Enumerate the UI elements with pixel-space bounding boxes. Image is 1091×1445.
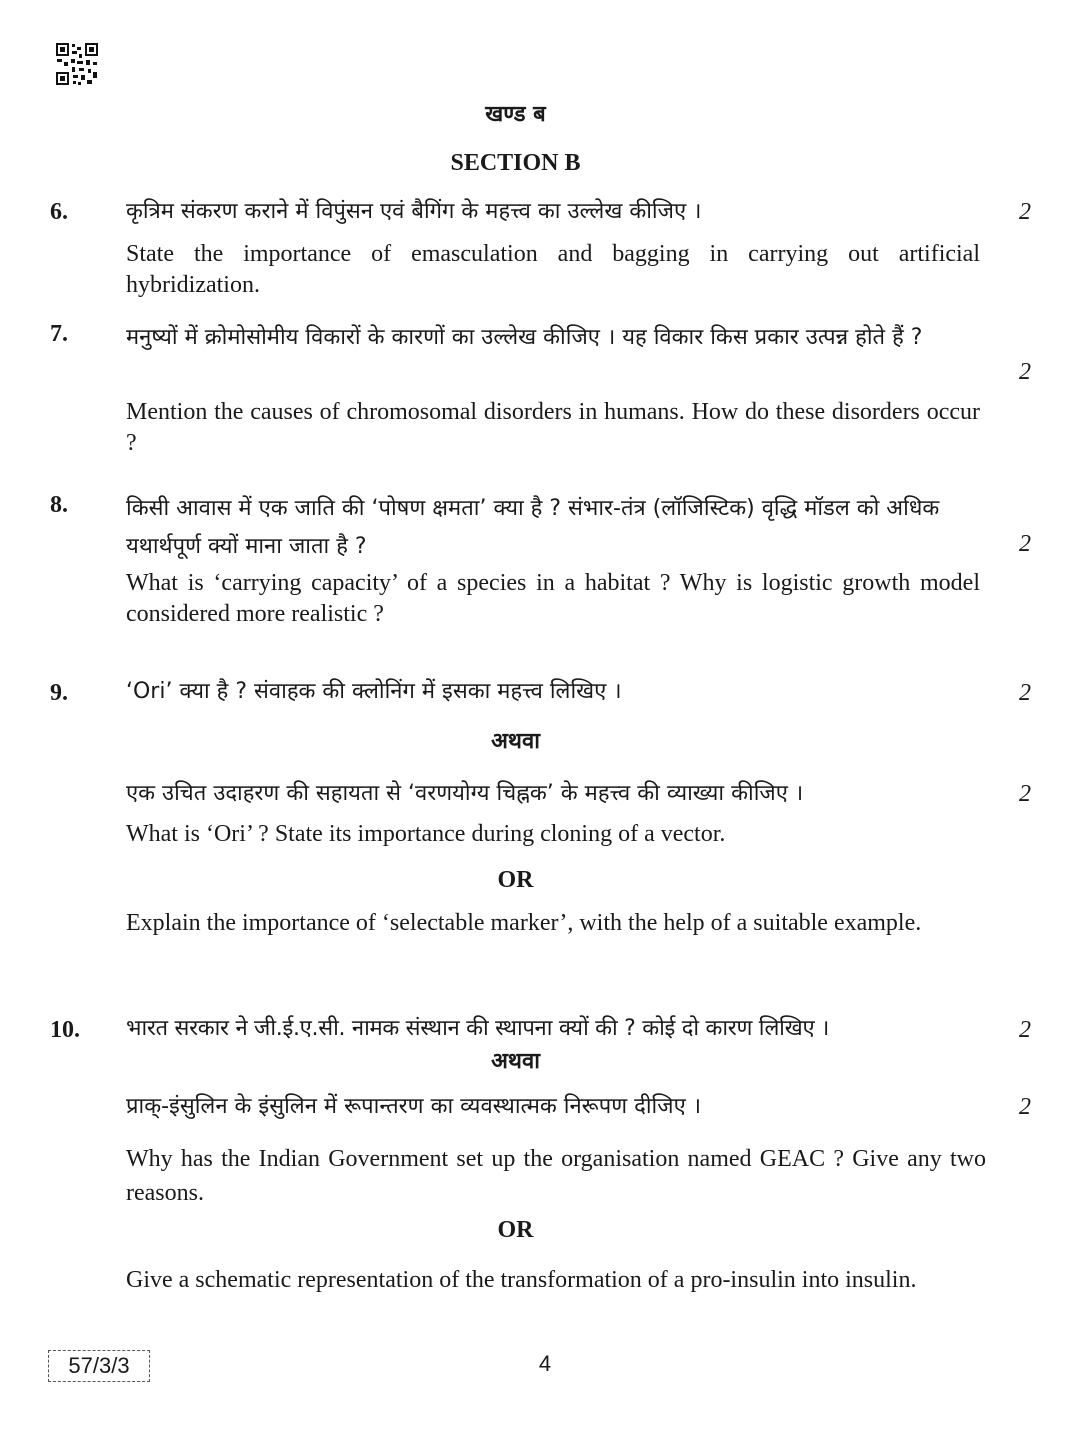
question-number: 7. — [50, 321, 68, 347]
alternate-question-hindi: एक उचित उदाहरण की सहायता से ‘वरणयोग्य चिह्नक’ के महत्त्व की व्याख्या कीजिए । — [126, 781, 804, 806]
question-number: 6. — [50, 199, 68, 225]
question-text-hindi: किसी आवास में एक जाति की ‘पोषण क्षमता’ क्या है ? संभार-तंत्र (लॉजिस्टिक) वृद्धि मॉडल को अधिक यथार्थपूर्ण क्यों माना जाता है ? — [126, 496, 940, 559]
question-marks: 2 — [1019, 359, 1031, 385]
question-marks: 2 — [1019, 680, 1031, 706]
alternate-question-english: Explain the importance of ‘selectable marker’, with the help of a suitable example. — [126, 910, 922, 936]
or-heading-hindi: अथवा — [491, 729, 540, 754]
question-number: 8. — [50, 492, 68, 518]
or-heading-english: OR — [497, 1217, 534, 1243]
question-text-english: What is ‘carrying capacity’ of a species in a habitat ? Why is logistic growth model considered more realistic ? — [126, 570, 980, 627]
question-text-hindi: कृत्रिम संकरण कराने में विपुंसन एवं बैगिंग के महत्त्व का उल्लेख कीजिए । — [126, 199, 702, 224]
alternate-question-marks: 2 — [1019, 781, 1031, 807]
question-text-english: What is ‘Ori’ ? State its importance during cloning of a vector. — [126, 821, 726, 847]
or-heading-hindi: अथवा — [491, 1049, 540, 1074]
page-number: 4 — [538, 1351, 552, 1376]
or-heading-english: OR — [497, 867, 534, 893]
question-marks: 2 — [1019, 531, 1031, 557]
section-heading-english: SECTION B — [450, 150, 581, 176]
question-text-english: Why has the Indian Government set up the organisation named GEAC ? Give any two reasons. — [126, 1146, 986, 1206]
paper-code-box — [48, 1350, 150, 1382]
alternate-question-hindi: प्राक्-इंसुलिन के इंसुलिन में रूपान्तरण का व्यवस्थात्मक निरूपण दीजिए । — [126, 1094, 702, 1119]
question-text-english: State the importance of emasculation and bagging in carrying out artificial hybridization. — [126, 241, 980, 298]
section-heading-hindi: खण्ड ब — [485, 102, 546, 127]
qr-code — [55, 42, 99, 86]
question-number: 10. — [50, 1017, 80, 1043]
question-marks: 2 — [1019, 1017, 1031, 1043]
question-number: 9. — [50, 680, 68, 706]
alternate-question-marks: 2 — [1019, 1094, 1031, 1120]
question-text-hindi: मनुष्यों में क्रोमोसोमीय विकारों के कारणों का उल्लेख कीजिए । यह विकार किस प्रकार उत्पन्न होते हैं ? — [126, 325, 923, 350]
paper-code: 57/3/3 — [68, 1353, 130, 1378]
question-marks: 2 — [1019, 199, 1031, 225]
alternate-question-english: Give a schematic representation of the transformation of a pro-insulin into insulin. — [126, 1267, 917, 1293]
question-text-english: Mention the causes of chromosomal disorders in humans. How do these disorders occur ? — [126, 399, 980, 456]
question-text-hindi: ‘Ori’ क्या है ? संवाहक की क्लोनिंग में इसका महत्त्व लिखिए । — [126, 679, 622, 704]
question-text-hindi: भारत सरकार ने जी.ई.ए.सी. नामक संस्थान की स्थापना क्यों की ? कोई दो कारण लिखिए । — [126, 1016, 830, 1041]
